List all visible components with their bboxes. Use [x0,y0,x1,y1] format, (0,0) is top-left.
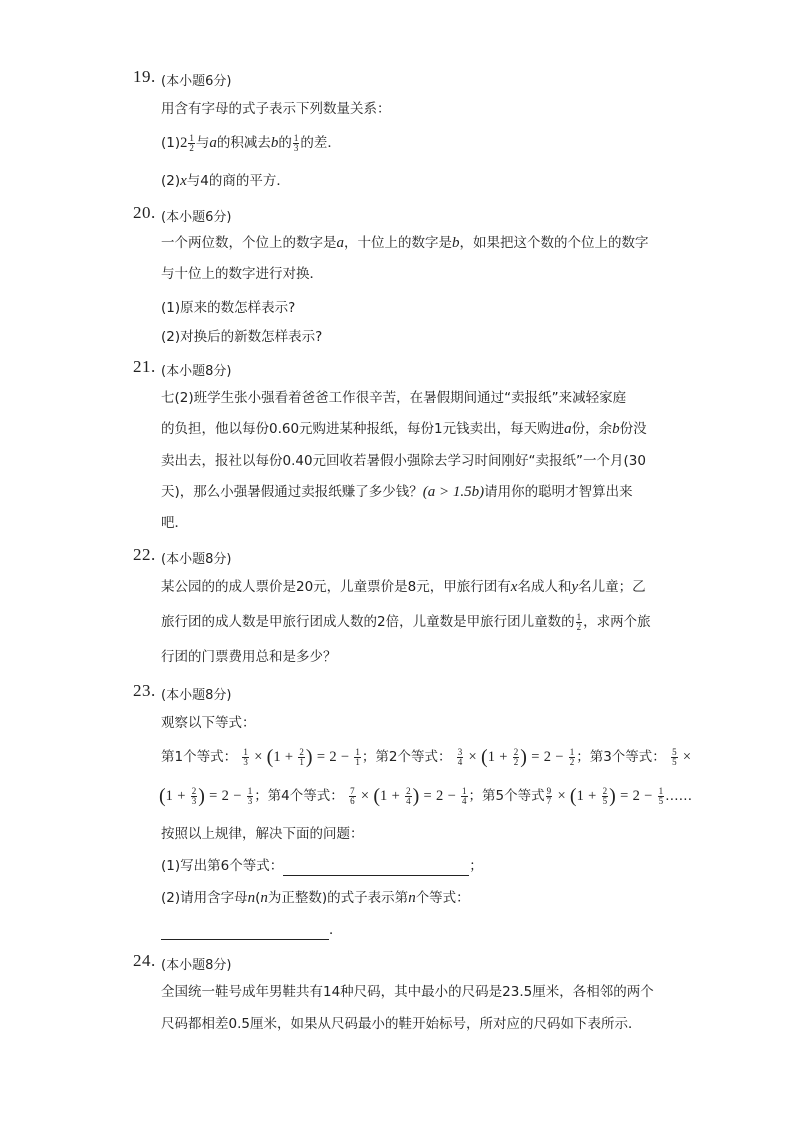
sub-question-2: (2)对换后的新数怎样表示? [161,329,323,345]
fraction-numerator: 1 [243,746,248,757]
times-sign: × [682,749,692,765]
fraction-denominator: 2 [189,142,194,153]
times-sign: × [360,788,370,804]
text: ，十位上的数字是 [344,235,452,251]
question-intro: 用含有字母的式子表示下列数量关系： [161,101,391,117]
fraction-numerator: 7 [350,785,355,796]
plus-sign: + [391,788,400,804]
fraction-denominator: 3 [247,795,253,806]
text: ； [469,858,483,874]
fraction-numerator: 1 [569,746,575,757]
sub-question-1 [161,133,341,153]
fraction-denominator: 4 [457,756,463,767]
equation-label: 第1个等式： [161,749,238,765]
question-text-line [161,419,647,439]
fraction-denominator: 5 [602,795,608,806]
number: 2 [543,749,551,765]
question-intro: 观察以下等式： [161,715,256,731]
text: 与 [195,135,210,151]
number: 2 [180,135,188,151]
fraction [354,748,361,767]
equals-sign: = [316,749,326,765]
question-score: (本小题6分) [161,210,232,225]
text: 名儿童；乙 [578,579,646,595]
sub-question-2 [161,888,470,908]
sub-question-2 [161,171,290,191]
fraction [188,134,195,153]
variable: n [260,890,268,906]
text: 与4的商的平方． [186,173,290,189]
variable: b [452,235,460,251]
equation-label: ；第4个等式： [254,788,344,804]
fraction-denominator: 3 [293,142,299,153]
text: 为正整数)的式子表示第 [267,890,409,906]
question-score: (本小题8分) [161,364,232,379]
text: 请用你的聪明才智算出来 [484,484,633,500]
fraction-denominator: 1 [355,756,360,767]
text: 旅行团的成人数是甲旅行团成人数的2倍，儿童数是甲旅行团儿童数的 [161,614,575,630]
label: (1) [161,135,181,151]
number: 2 [632,788,640,804]
answer-blank-1[interactable] [283,861,469,876]
equation-label: ；第2个等式： [361,749,452,765]
equals-sign: = [423,788,432,804]
variable: b [270,135,279,151]
fraction-numerator: 1 [462,785,467,796]
minus-sign: − [233,788,242,804]
number: 1 [165,788,173,804]
text: (2)请用含字母 [161,890,248,906]
question-text-line [161,482,633,502]
times-sign: × [254,749,263,765]
fraction-numerator: 1 [247,785,253,796]
text: (1)写出第6个等式： [161,858,284,874]
question-text-line: 与十位上的数字进行对换． [161,266,323,282]
equals-sign: = [209,788,218,804]
text: 的负担，他以每份0.60元购进某种报纸，每份1元钱卖出，每天购进 [161,421,565,437]
left-paren: ( [481,746,488,768]
fraction [602,787,609,806]
condition-formula: (a > 1.5b) [422,484,485,500]
question-score: (本小题8分) [161,688,232,703]
fraction [658,787,665,806]
fraction [191,787,198,806]
number: 2 [436,788,444,804]
equation-label: ；第3个等式： [576,749,666,765]
fraction [671,748,678,767]
right-paren: ) [198,785,205,807]
question-score: (本小题6分) [161,74,232,89]
equals-sign: = [620,788,629,804]
number: 1 [487,749,495,765]
question-number: 19. [133,67,156,86]
question-text-line: 吧． [161,515,188,531]
fraction-numerator: 1 [293,132,299,143]
question-score: (本小题8分) [161,552,232,567]
question-text-line [161,577,646,597]
fraction [349,787,356,806]
text: 份，余 [571,421,613,437]
minus-sign: − [340,749,350,765]
fraction-numerator: 2 [602,785,608,796]
fraction-numerator: 2 [406,785,411,796]
fraction-numerator: 2 [191,785,197,796]
fraction-denominator: 3 [191,795,197,806]
fraction-numerator: 1 [189,132,194,143]
left-paren: ( [266,746,274,768]
text: 的积减去 [216,135,271,151]
times-sign: × [557,788,566,804]
fraction-denominator: 3 [243,756,248,767]
fraction-numerator: 1 [658,785,664,796]
question-score: (本小题8分) [161,958,232,973]
equation-line-1 [161,747,691,767]
sub-question-1 [161,856,483,876]
fraction-denominator: 5 [658,795,664,806]
text: ． [329,922,343,938]
answer-line-2 [161,920,343,940]
equation-label: ；第5个等式 [468,788,545,804]
right-paren: ) [412,785,420,807]
fraction-numerator: 5 [672,746,677,757]
plus-sign: + [177,788,186,804]
variable: x [510,579,518,595]
variable: a [336,235,344,251]
fraction-numerator: 2 [513,746,519,757]
question-number: 21. [133,357,156,376]
text: 的 [278,135,292,151]
text: 某公园的的成人票价是20元，儿童票价是8元，甲旅行团有 [161,579,511,595]
times-sign: × [468,749,477,765]
label: (2) [161,173,181,189]
fraction [405,787,412,806]
question-text-line: 全国统一鞋号成年男鞋共有14种尺码，其中最小的尺码是23.5厘米，各相邻的两个 [161,984,654,1000]
fraction-denominator: 4 [406,795,411,806]
number: 2 [221,788,229,804]
fraction [298,748,305,767]
fraction-denominator: 4 [462,795,467,806]
text: 个等式： [415,890,470,906]
text: ( [255,890,261,906]
variable: b [612,421,620,437]
fraction-denominator: 6 [350,795,355,806]
fraction [569,748,576,767]
question-text-line: 行团的门票费用总和是多少？ [161,649,337,665]
text: 份没 [619,421,647,437]
question-number: 23. [133,681,156,700]
question-number: 24. [133,951,156,970]
text: 天)，那么小强暑假通过卖报纸赚了多少钱？ [161,484,423,500]
number: 1 [273,749,281,765]
fraction-numerator: 9 [546,785,552,796]
text: 名成人和 [517,579,572,595]
fraction [461,787,468,806]
fraction-numerator: 3 [457,746,463,757]
minus-sign: − [644,788,653,804]
equation-line-2 [159,786,692,806]
question-text-line: 按照以上规律，解决下面的问题： [161,826,364,842]
fraction [457,748,464,767]
question-text-line [161,612,651,632]
variable: x [180,173,187,189]
fraction [546,787,553,806]
fraction-denominator: 1 [299,756,304,767]
left-paren: ( [159,785,166,807]
right-paren: ) [305,746,313,768]
right-paren: ) [520,746,527,768]
fraction [576,613,583,632]
fraction-denominator: 2 [513,756,519,767]
right-paren: ) [609,785,616,807]
fraction-denominator: 5 [672,756,677,767]
variable: n [247,890,256,906]
plus-sign: + [499,749,508,765]
answer-blank-2[interactable] [161,925,329,940]
fraction-numerator: 1 [355,746,360,757]
fraction-denominator: 7 [546,795,552,806]
number: 1 [576,788,584,804]
fraction [293,134,300,153]
text: ，如果把这个数的个位上的数字 [459,235,649,251]
variable: y [571,579,579,595]
ellipsis: …… [665,788,693,804]
equals-sign: = [531,749,540,765]
minus-sign: − [447,788,456,804]
fraction [242,748,249,767]
fraction-numerator: 2 [299,746,304,757]
question-text-line [161,233,649,253]
variable: a [209,135,217,151]
question-number: 20. [133,203,156,222]
text: 一个两位数，个位上的数字是 [161,235,337,251]
variable: n [408,890,416,906]
minus-sign: − [555,749,564,765]
plus-sign: + [284,749,294,765]
question-number: 22. [133,545,156,564]
question-text-line: 尺码都相差0.5厘米，如果从尺码最小的鞋开始标号，所对应的尺码如下表所示． [161,1016,642,1032]
fraction-numerator: 1 [576,611,582,622]
variable: a [564,421,572,437]
fraction [513,748,520,767]
text: 的差． [300,135,341,151]
number: 2 [329,749,337,765]
fraction [247,787,254,806]
left-paren: ( [373,785,381,807]
number: 1 [380,788,388,804]
fraction-denominator: 2 [576,621,582,632]
sub-question-1: (1)原来的数怎样表示? [161,300,296,316]
left-paren: ( [569,785,577,807]
question-text-line: 七(2)班学生张小强看着爸爸工作很辛苦，在暑假期间通过“卖报纸”来减轻家庭 [161,390,627,406]
plus-sign: + [588,788,597,804]
question-text-line: 卖出去，报社以每份0.40元回收若暑假小强除去学习时间刚好“卖报纸”一个月(30 [161,453,646,469]
fraction-denominator: 2 [569,756,575,767]
text: ，求两个旅 [583,614,651,630]
